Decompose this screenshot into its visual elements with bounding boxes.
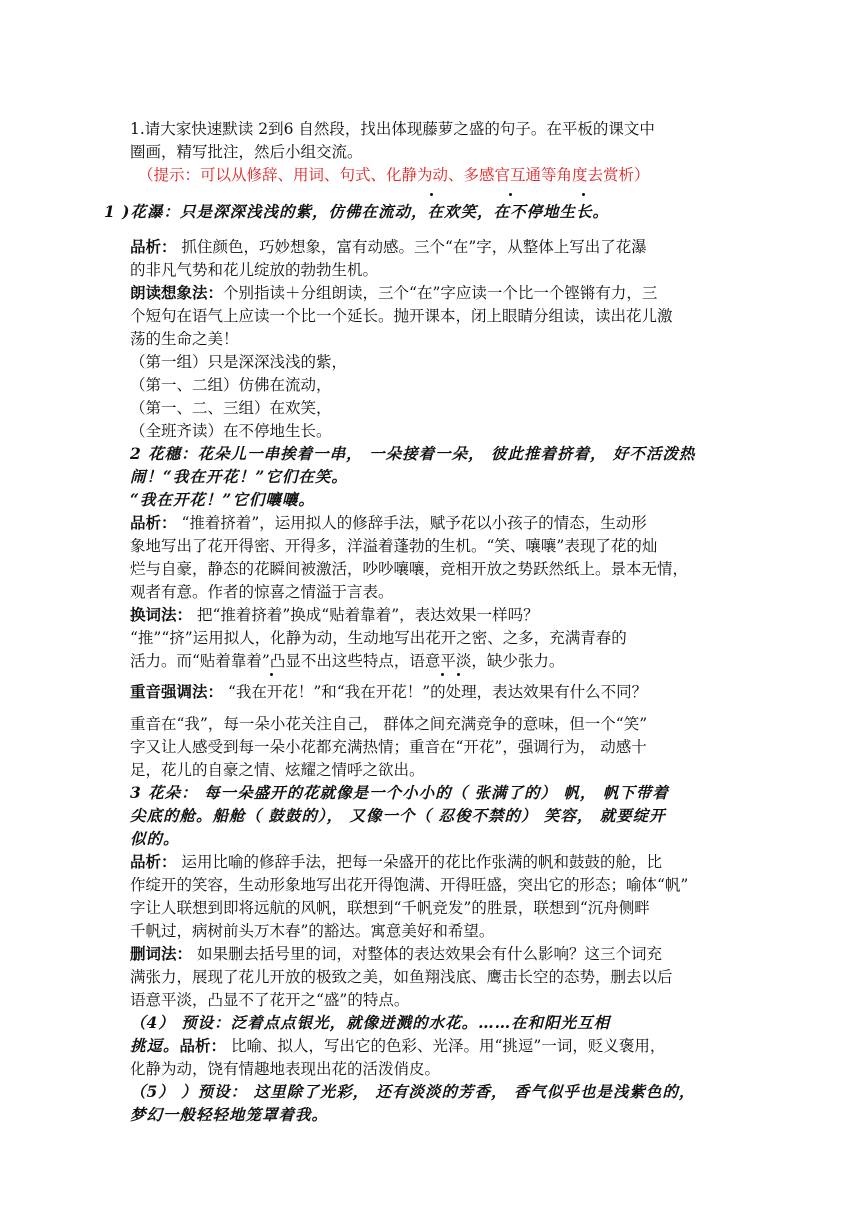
s2-heading-line3: “我在开花！”它们嚷嚷。 [130, 490, 315, 509]
s3-analysis-label: 品析： [130, 852, 177, 871]
s2-swap-line2: “推”“挤”运用拟人，化静为动，生动地写出花开之密、之多，充满青春的 [130, 629, 627, 647]
s3-analysis-line4: 千帆过，病树前头万木春”的豁达。寓意美好和希望。 [130, 922, 495, 940]
s3-analysis-line2: 作绽开的笑容，生动形象地写出花开得饱满、开得旺盛，突出它的形态；喻体“帆” [130, 876, 689, 894]
s1-group-line: （第一、二、三组）在欢笑， [130, 399, 332, 417]
s3-delete-label: 删词法： [130, 944, 193, 963]
s2-analysis-line2: 象地写出了花开得密、开得多，洋溢着蓬勃的生机。“笑、嚷嚷”表现了花的灿 [130, 537, 658, 555]
s1-heading: 1 )花瀑：只是深深浅浅的紫，仿佛在流动，在欢笑，在不停地生长。 [104, 202, 610, 221]
s5-heading-line1: （5） ）预设： 这里除了光彩， 还有淡淡的芳香， 香气似乎也是浅紫色的， [130, 1082, 696, 1101]
s2-swap-label: 换词法： [130, 605, 193, 624]
s3-heading-line3: 似的。 [130, 829, 180, 848]
s3-delete-text: 如果删去括号里的词，对整体的表达效果会有什么影响？这三个词充 [196, 945, 662, 963]
s3-heading-line1: 3 花朵： 每一朵盛开的花就像是一个小小的（ 张满了的） 帆， 帆下带着 [130, 783, 669, 802]
s1-analysis-text: 抓住颜色，巧妙想象，富有动感。三个“在”字，从整体上写出了花瀑 [181, 238, 647, 256]
s1-analysis-label: 品析： [130, 237, 177, 256]
s2-stress-label: 重音强调法： [130, 682, 224, 701]
s2-analysis-label: 品析： [130, 513, 177, 532]
s2-analysis-line4: 观者有意。作者的惊喜之情溢于言表。 [130, 583, 394, 601]
s3-delete-line2: 满张力，展现了花儿开放的极致之美，如鱼翔浅底、鹰击长空的态势，删去以后 [130, 968, 673, 986]
emphasis-dot [441, 673, 444, 676]
s4-heading-line2: 挑逗。 [130, 1036, 180, 1055]
s3-delete-line3: 语意平淡，凸显不了花开之“盛”的特点。 [130, 991, 410, 1009]
s2-heading-line1: 2 花穗：花朵儿一串挨着一串， 一朵接着一朵， 彼此推着挤着， 好不活泼热 [130, 444, 696, 463]
s2-swap-text: 把“推着挤着”换成“贴着靠着”，表达效果一样吗？ [196, 606, 539, 624]
emphasis-dot [270, 673, 273, 676]
s1-group-line: （第一组）只是深深浅浅的紫， [130, 353, 348, 371]
s1-read-text: 个别指读＋分组朗读，三个“在”字应读一个比一个铿锵有力，三 [223, 284, 658, 302]
s2-stress-text: “我在开花！”和“我在开花！”的处理，表达效果有什么不同？ [227, 683, 648, 701]
s4-heading-line1: （4） 预设：泛着点点银光，就像迸溅的水花。……在和阳光互相 [130, 1013, 611, 1032]
s1-group-line: （全班齐读）在不停地生长。 [130, 422, 332, 440]
s1-read-line3: 荡的生命之美！ [130, 330, 239, 348]
s3-heading-line2: 尖底的舱。船舱（ 鼓鼓的）， 又像一个（ 忍俊不禁的） 笑容， 就要绽开 [130, 806, 666, 825]
s4-analysis-text: 比喻、拟人，写出它的色彩、光泽。用“挑逗”一词，贬义褒用， [230, 1037, 666, 1055]
s1-group-line: （第一、二组）仿佛在流动， [130, 376, 332, 394]
s2-analysis-text: “推着挤着”，运用拟人的修辞手法，赋予花以小孩子的情态，生动形 [181, 514, 647, 532]
q1-hint: （提示：可以从修辞、用词、句式、化静为动、多感官互通等角度去赏析） [138, 166, 650, 184]
s2-stress-line4: 足，花儿的自豪之情、炫耀之情呼之欲出。 [130, 761, 425, 779]
s2-stress-line2: 重音在“我”，每一朵小花关注自己， 群体之间充满竞争的意味，但一个“笑” [130, 715, 648, 733]
s3-analysis-text: 运用比喻的修辞手法，把每一朵盛开的花比作张满的帆和鼓鼓的舱，比 [181, 853, 662, 871]
emphasis-dot [457, 673, 460, 676]
s2-swap-line3: 活力。而“贴着靠着”凸显不出这些特点，语意平淡，缺少张力。 [130, 652, 565, 670]
s4-analysis-label: 品析： [179, 1036, 227, 1055]
emphasis-dot [509, 193, 512, 196]
s1-read-line2: 个短句在语气上应读一个比一个延长。抛开课本，闭上眼睛分组读，读出花儿激 [130, 307, 673, 325]
emphasis-dot [430, 193, 433, 196]
s2-heading-line2: 闹！“我在开花！”它们在笑。 [130, 467, 348, 486]
emphasis-dot [582, 193, 585, 196]
s2-analysis-line3: 烂与自豪，静态的花瞬间被激活，吵吵嚷嚷，竞相开放之势跃然纸上。景本无情， [130, 560, 689, 578]
q1-line1: 1.请大家快速默读 2到6 自然段，找出体现藤萝之盛的句子。在平板的课文中 [130, 120, 655, 138]
s2-stress-line3: 字又让人感受到每一朵小花都充满热情；重音在“开花”，强调行为， 动感十 [130, 738, 647, 756]
s3-analysis-line3: 字让人联想到即将远航的风帆，联想到“千帆竞发”的胜景，联想到“沉舟侧畔 [130, 899, 650, 917]
s5-heading-line2: 梦幻一般轻轻地笼罩着我。 [130, 1105, 329, 1124]
s4-analysis-line2: 化静为动，饶有情趣地表现出花的活泼俏皮。 [130, 1060, 441, 1078]
q1-line2: 圈画，精写批注，然后小组交流。 [130, 143, 363, 161]
s1-read-label: 朗读想象法： [130, 283, 224, 302]
s1-analysis-line2: 的非凡气势和花儿绽放的勃勃生机。 [130, 261, 379, 279]
